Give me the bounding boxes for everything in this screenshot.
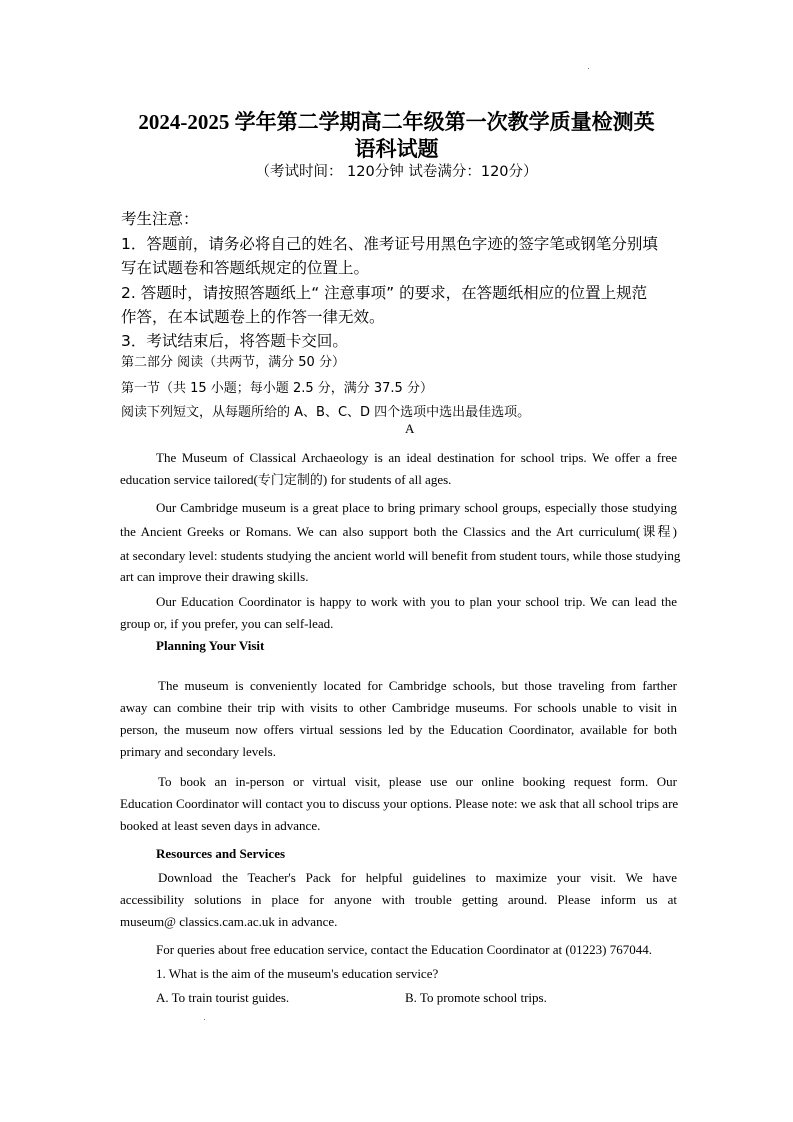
notice-heading: 考生注意： — [121, 210, 199, 228]
passage-line: the Ancient Greeks or Romans. We can also support both the Classics and the Art curriculum(课程) — [120, 524, 677, 539]
passage-line: Education Coordinator will contact you to discuss your options. Please note: we ask that all school trips are — [120, 796, 679, 811]
question-1: 1. What is the aim of the museum's education service? — [156, 966, 439, 981]
passage-line: museum@ classics.cam.ac.uk in advance. — [120, 914, 338, 929]
passage-line: The Museum of Classical Archaeology is an ideal destination for school trips. We offer a free — [156, 450, 677, 465]
notice-line: 1．答题前，请务必将自己的姓名、准考证号用黑色字迹的签字笔或钢笔分别填 — [121, 235, 658, 253]
exam-title-line2: 语科试题 — [354, 137, 439, 161]
passage-paragraph-1 — [120, 447, 677, 491]
question-1-option-a: A. To train tourist guides. — [156, 990, 290, 1005]
passage-label: A — [405, 421, 415, 436]
passage-paragraph-3 — [120, 591, 677, 635]
passage-line: primary and secondary levels. — [120, 744, 276, 759]
passage-line: To book an in-person or virtual visit, please use our online booking request form. Our — [158, 774, 677, 789]
passage-heading: Resources and Services — [156, 846, 286, 861]
passage-line: Our Cambridge museum is a great place to bring primary school groups, especially those studying — [156, 500, 677, 515]
passage-line: Our Education Coordinator is happy to work with you to plan your school trip. We can lead the — [156, 594, 677, 609]
notice-line: 写在试题卷和答题纸规定的位置上。 — [121, 259, 370, 277]
passage-line: booked at least seven days in advance. — [120, 818, 321, 833]
exam-title-line1: 2024-2025 学年第二学期高二年级第一次教学质量检测英 — [138, 110, 655, 134]
question-1-option-b: B. To promote school trips. — [405, 990, 547, 1005]
exam-time-info: （考试时间： 120分钟 试卷满分：120分） — [255, 164, 538, 180]
passage-line: accessibility solutions in place for anyone with trouble getting around. Please inform us at — [120, 892, 677, 907]
passage-paragraph-2 — [120, 496, 681, 589]
passage-line: group or, if you prefer, you can self-lead. — [120, 616, 334, 631]
passage-line: person, the museum now offers virtual sessions led by the Education Coordinator, available for both — [120, 722, 677, 737]
passage-line: education service tailored(专门定制的) for students of all ages. — [120, 472, 452, 487]
notice-line: 3．考试结束后，将答题卡交回。 — [121, 332, 348, 350]
notice-line: 2. 答题时，请按照答题纸上“ 注意事项” 的要求，在答题纸相应的位置上规范 — [121, 284, 648, 302]
passage-paragraph-7 — [120, 939, 677, 961]
passage-paragraph-5 — [120, 771, 677, 837]
scan-speck — [588, 68, 589, 69]
notice-line: 作答，在本试题卷上的作答一律无效。 — [121, 308, 385, 326]
passage-line: Download the Teacher's Pack for helpful guidelines to maximize your visit. We have — [158, 870, 677, 885]
passage-line: art can improve their drawing skills. — [120, 569, 309, 584]
passage-line: away can combine their trip with visits to other Cambridge museums. For schools unable to visit in — [120, 700, 677, 715]
passage-paragraph-6 — [120, 867, 677, 933]
section-title: 第一节（共 15 小题；每小题 2.5 分，满分 37.5 分） — [121, 381, 433, 396]
part-title: 第二部分 阅读（共两节，满分 50 分） — [121, 355, 345, 370]
section-instruction: 阅读下列短文，从每题所给的 A、B、C、D 四个选项中选出最佳选项。 — [121, 405, 531, 420]
scan-speck — [204, 1019, 205, 1020]
passage-line: For queries about free education service, contact the Education Coordinator at (01223) 767044. — [156, 942, 653, 957]
passage-line: The museum is conveniently located for Cambridge schools, but those traveling from farther — [158, 678, 677, 693]
passage-paragraph-4 — [120, 675, 677, 763]
passage-heading: Planning Your Visit — [156, 638, 265, 653]
passage-line: at secondary level: students studying the ancient world will benefit from student tours, while those studying — [120, 548, 681, 563]
